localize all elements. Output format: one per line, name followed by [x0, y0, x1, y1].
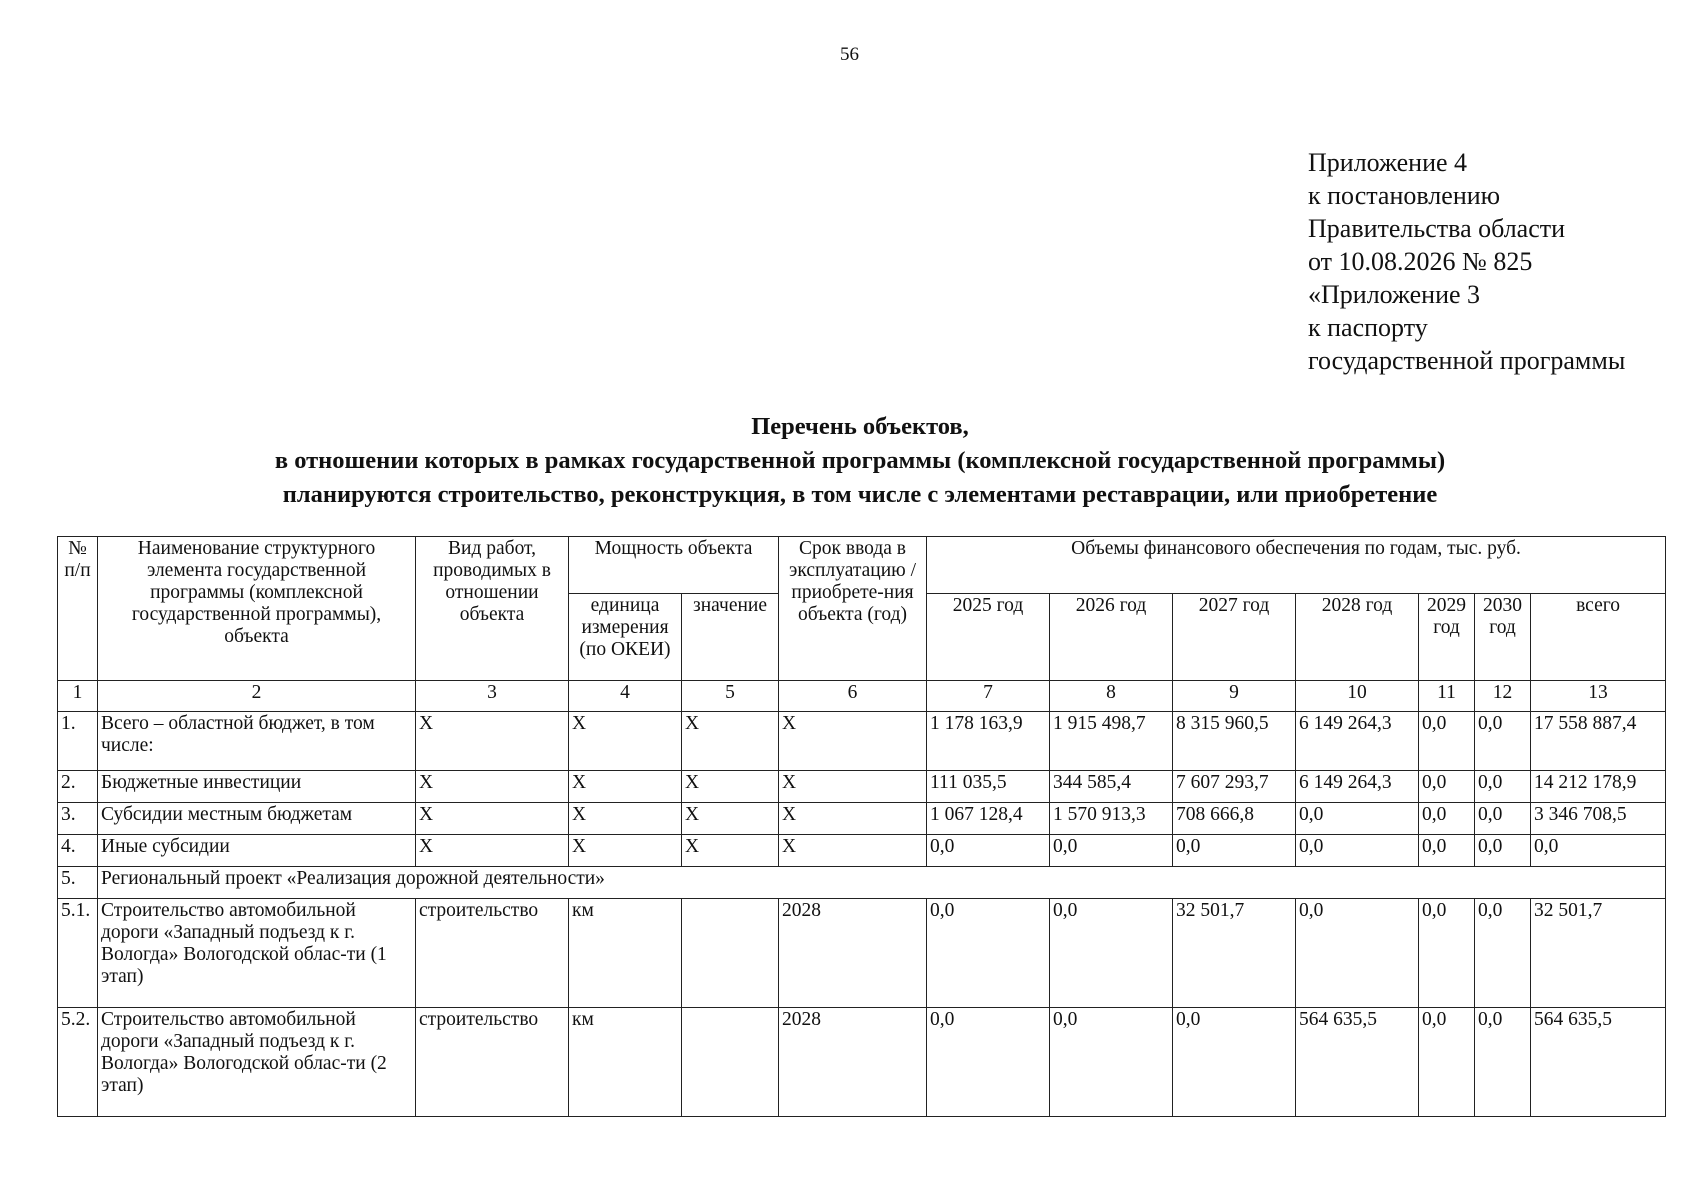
row-2030: 0,0: [1475, 1008, 1531, 1117]
header-value: значение: [682, 594, 779, 681]
appendix-line: от 10.08.2026 № 825: [1308, 247, 1533, 276]
row-2025: 0,0: [927, 899, 1050, 1008]
row-2026: 0,0: [1050, 835, 1173, 867]
row-2029: 0,0: [1419, 835, 1475, 867]
row-unit: км: [569, 899, 682, 1008]
row-2030: 0,0: [1475, 835, 1531, 867]
column-index: 8: [1050, 681, 1173, 712]
row-num: 5.: [58, 867, 98, 899]
row-unit: X: [569, 771, 682, 803]
row-2028: 564 635,5: [1296, 1008, 1419, 1117]
row-value: [682, 1008, 779, 1117]
row-value: X: [682, 835, 779, 867]
row-work-type: строительство: [416, 1008, 569, 1117]
table-row: [58, 1008, 1666, 1117]
appendix-line: государственной программы: [1308, 346, 1626, 375]
column-index: 7: [927, 681, 1050, 712]
row-value: X: [682, 803, 779, 835]
row-2028: 6 149 264,3: [1296, 712, 1419, 771]
column-index: 3: [416, 681, 569, 712]
row-unit: X: [569, 803, 682, 835]
appendix-line: к паспорту: [1308, 313, 1428, 342]
row-2027: 8 315 960,5: [1173, 712, 1296, 771]
table-row: [58, 771, 1666, 803]
row-value: X: [682, 712, 779, 771]
row-2025: 111 035,5: [927, 771, 1050, 803]
table-row: [58, 712, 1666, 771]
header-capacity: Мощность объекта: [569, 537, 779, 594]
row-work-type: X: [416, 712, 569, 771]
header-unit: единица измерения (по ОКЕИ): [569, 594, 682, 681]
column-index: 11: [1419, 681, 1475, 712]
row-2027: 0,0: [1173, 1008, 1296, 1117]
row-2030: 0,0: [1475, 899, 1531, 1008]
row-unit: X: [569, 712, 682, 771]
column-index: 5: [682, 681, 779, 712]
title-line: планируются строительство, реконструкция, в том числе с элементами реставрации, или приобретение: [282, 481, 1438, 508]
row-term: X: [779, 835, 927, 867]
column-index-row: [58, 681, 1666, 712]
row-2029: 0,0: [1419, 712, 1475, 771]
row-name: Всего – областной бюджет, в том числе:: [98, 712, 416, 771]
row-2026: 0,0: [1050, 899, 1173, 1008]
row-num: 5.1.: [58, 899, 98, 1008]
column-index: 6: [779, 681, 927, 712]
row-num: 2.: [58, 771, 98, 803]
row-total: 0,0: [1531, 835, 1666, 867]
table-row: [58, 803, 1666, 835]
row-unit: км: [569, 1008, 682, 1117]
header-term: Срок ввода в эксплуатацию / приобрете-ния объекта (год): [779, 537, 927, 681]
row-2029: 0,0: [1419, 1008, 1475, 1117]
title-line: Перечень объектов,: [751, 413, 969, 440]
row-value: [682, 899, 779, 1008]
row-2028: 0,0: [1296, 835, 1419, 867]
appendix-line: Приложение 4: [1308, 148, 1468, 177]
row-2030: 0,0: [1475, 803, 1531, 835]
row-value: X: [682, 771, 779, 803]
row-2025: 0,0: [927, 835, 1050, 867]
row-total: 32 501,7: [1531, 899, 1666, 1008]
row-2029: 0,0: [1419, 771, 1475, 803]
row-work-type: строительство: [416, 899, 569, 1008]
row-total: 14 212 178,9: [1531, 771, 1666, 803]
header-row: [58, 537, 1666, 594]
row-total: 564 635,5: [1531, 1008, 1666, 1117]
row-name: Иные субсидии: [98, 835, 416, 867]
appendix-line: к постановлению: [1308, 181, 1501, 210]
row-2026: 1 570 913,3: [1050, 803, 1173, 835]
header-total: всего: [1531, 594, 1666, 681]
row-2026: 0,0: [1050, 1008, 1173, 1117]
row-name: Субсидии местным бюджетам: [98, 803, 416, 835]
row-unit: X: [569, 835, 682, 867]
row-work-type: X: [416, 835, 569, 867]
page-number: 56: [840, 44, 859, 65]
header-name: Наименование структурного элемента государственной программы (комплексной государственной программы), объекта: [98, 537, 416, 681]
column-index: 10: [1296, 681, 1419, 712]
header-work-type: Вид работ, проводимых в отношении объекта: [416, 537, 569, 681]
row-total: 3 346 708,5: [1531, 803, 1666, 835]
title-line: в отношении которых в рамках государственной программы (комплексной государственной программы): [274, 447, 1446, 474]
row-num: 5.2.: [58, 1008, 98, 1117]
row-num: 4.: [58, 835, 98, 867]
table-row: [58, 899, 1666, 1008]
row-work-type: X: [416, 803, 569, 835]
column-index: 2: [98, 681, 416, 712]
row-2029: 0,0: [1419, 803, 1475, 835]
header-2030: 2030 год: [1475, 594, 1531, 681]
row-2027: 708 666,8: [1173, 803, 1296, 835]
section-title: Региональный проект «Реализация дорожной деятельности»: [98, 867, 1666, 899]
table-row: [58, 835, 1666, 867]
row-2025: 0,0: [927, 1008, 1050, 1117]
row-term: 2028: [779, 899, 927, 1008]
row-name: Строительство автомобильной дороги «Западный подъезд к г. Вологда» Вологодской облас-ти (2 этап): [98, 1008, 416, 1117]
appendix-line: «Приложение 3: [1308, 280, 1481, 309]
column-index: 9: [1173, 681, 1296, 712]
row-2028: 6 149 264,3: [1296, 771, 1419, 803]
header-2028: 2028 год: [1296, 594, 1419, 681]
row-work-type: X: [416, 771, 569, 803]
row-term: X: [779, 712, 927, 771]
row-2028: 0,0: [1296, 899, 1419, 1008]
header-num: № п/п: [58, 537, 98, 681]
row-2027: 0,0: [1173, 835, 1296, 867]
header-funding: Объемы финансового обеспечения по годам, тыс. руб.: [927, 537, 1666, 594]
row-term: 2028: [779, 1008, 927, 1117]
row-name: Строительство автомобильной дороги «Западный подъезд к г. Вологда» Вологодской облас-ти (1 этап): [98, 899, 416, 1008]
document-title: [60, 410, 1660, 512]
row-2025: 1 178 163,9: [927, 712, 1050, 771]
appendix-note: [1308, 146, 1625, 377]
column-index: 4: [569, 681, 682, 712]
header-2029: 2029 год: [1419, 594, 1475, 681]
row-num: 1.: [58, 712, 98, 771]
column-index: 12: [1475, 681, 1531, 712]
column-index: 1: [58, 681, 98, 712]
row-total: 17 558 887,4: [1531, 712, 1666, 771]
header-2026: 2026 год: [1050, 594, 1173, 681]
row-2027: 7 607 293,7: [1173, 771, 1296, 803]
row-2030: 0,0: [1475, 771, 1531, 803]
section-row: [58, 867, 1666, 899]
row-2026: 1 915 498,7: [1050, 712, 1173, 771]
row-2026: 344 585,4: [1050, 771, 1173, 803]
objects-table: [57, 536, 1666, 1117]
row-name: Бюджетные инвестиции: [98, 771, 416, 803]
header-2025: 2025 год: [927, 594, 1050, 681]
row-2027: 32 501,7: [1173, 899, 1296, 1008]
row-num: 3.: [58, 803, 98, 835]
row-2025: 1 067 128,4: [927, 803, 1050, 835]
column-index: 13: [1531, 681, 1666, 712]
row-2028: 0,0: [1296, 803, 1419, 835]
row-2029: 0,0: [1419, 899, 1475, 1008]
row-term: X: [779, 803, 927, 835]
row-2030: 0,0: [1475, 712, 1531, 771]
row-term: X: [779, 771, 927, 803]
header-2027: 2027 год: [1173, 594, 1296, 681]
appendix-line: Правительства области: [1308, 214, 1566, 243]
